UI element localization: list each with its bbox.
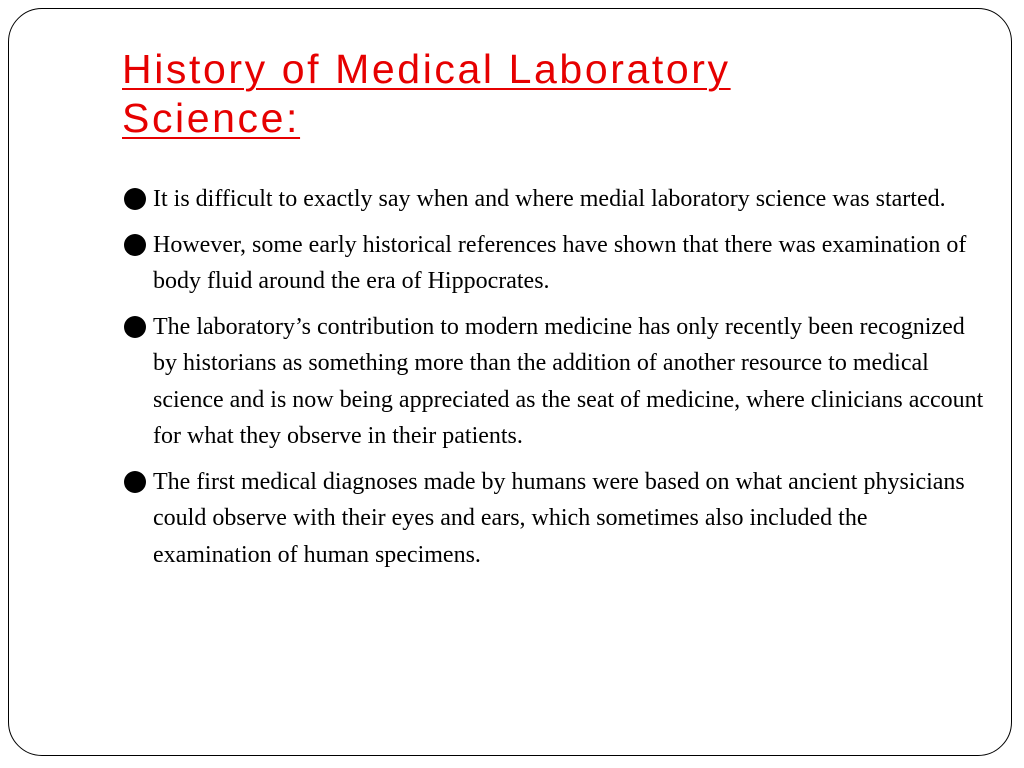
bullet-item xyxy=(122,464,992,574)
bullet-text: However, some early historical references have shown that there was examination of body fluid around the era of Hippocrates. xyxy=(153,231,967,294)
bullet-text: The laboratory’s contribution to modern medicine has only recently been recognized by historians as something more than the addition of another resource to medical science and is now being appreciated as the seat of medicine, where clinicians account for what they observe in their patients. xyxy=(153,313,984,449)
bullet-icon xyxy=(124,471,146,493)
bullet-icon xyxy=(124,234,146,256)
bullet-item xyxy=(122,227,992,300)
slide-title: History of Medical Laboratory Science: xyxy=(122,46,731,141)
bullet-icon xyxy=(124,188,146,210)
bullet-text: It is difficult to exactly say when and where medial laboratory science was started. xyxy=(153,186,946,212)
bullet-list xyxy=(122,181,992,582)
bullet-item xyxy=(122,309,992,455)
bullet-item xyxy=(122,181,992,218)
bullet-text: The first medical diagnoses made by humans were based on what ancient physicians could observe with their eyes and ears, which sometimes also included the examination of human specimens. xyxy=(153,468,965,568)
bullet-icon xyxy=(124,316,146,338)
slide-frame xyxy=(8,8,1012,756)
